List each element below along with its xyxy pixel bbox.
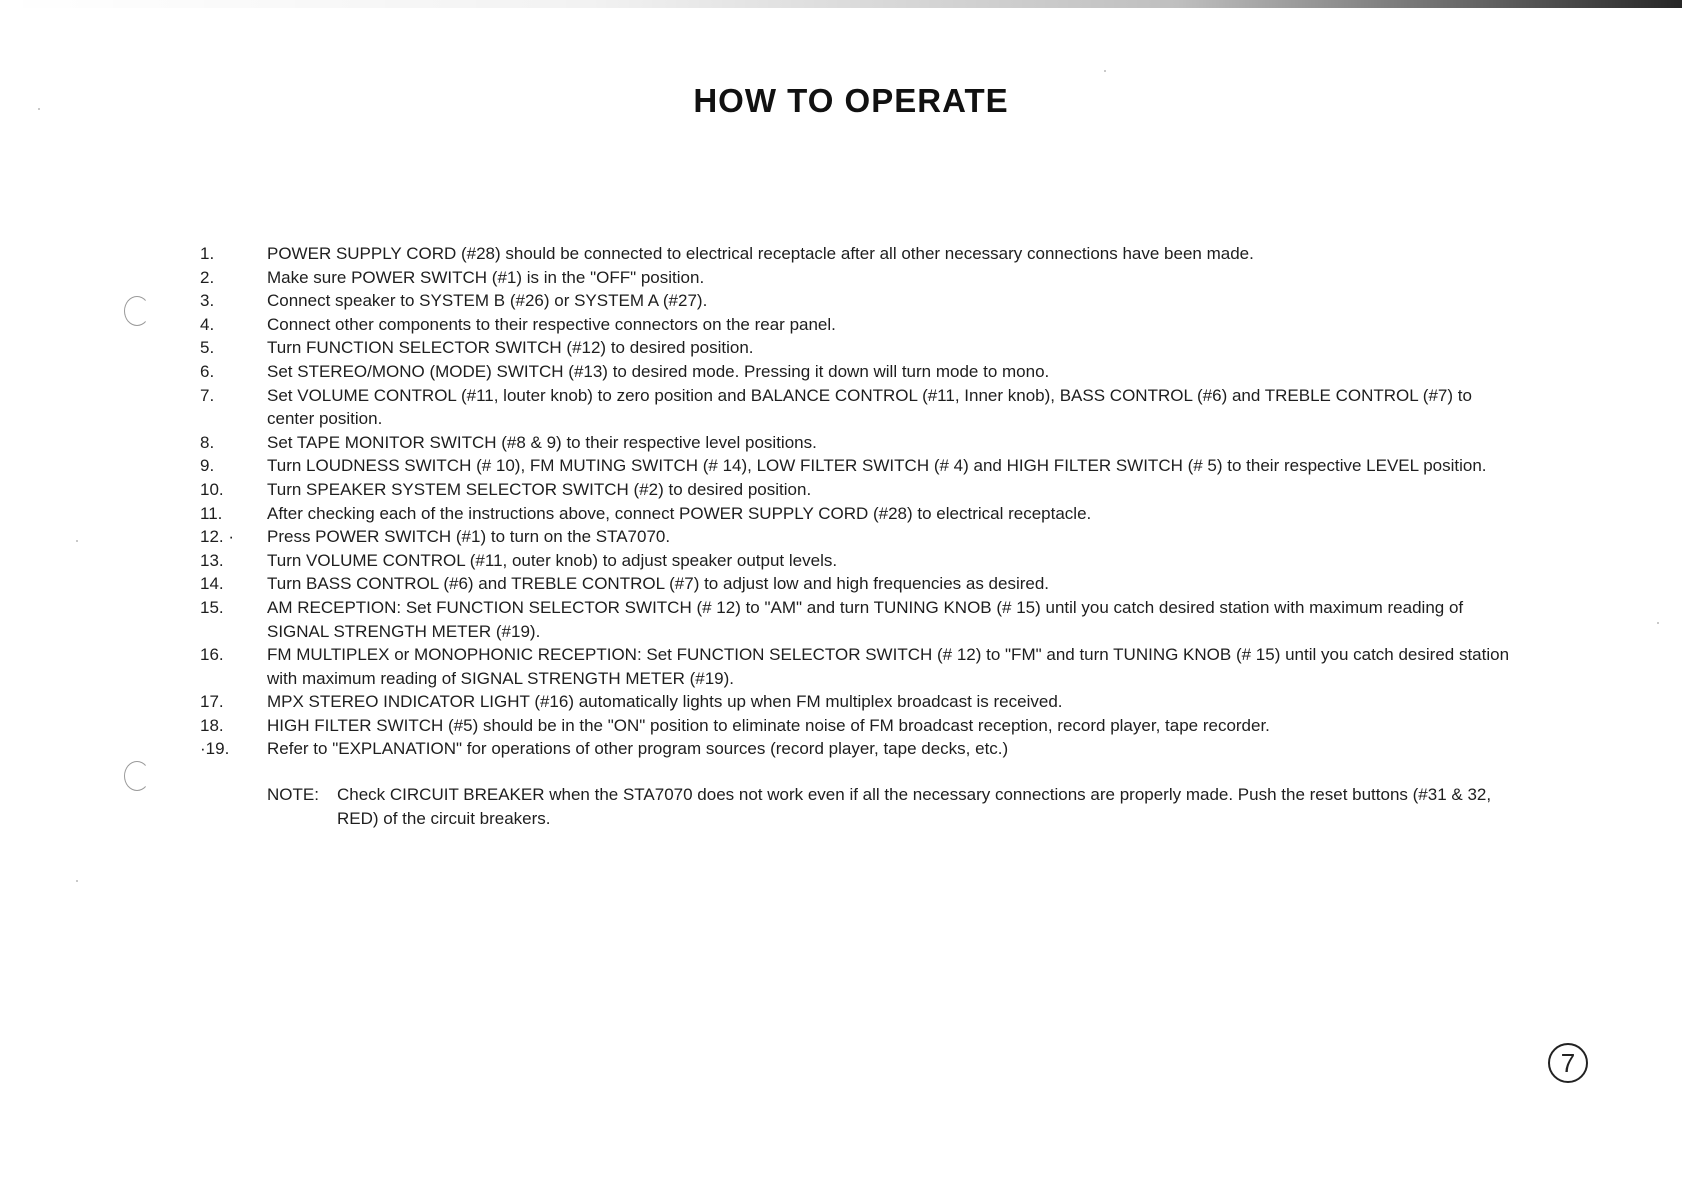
- instruction-step: [200, 549, 1510, 573]
- step-text: Set VOLUME CONTROL (#11, louter knob) to zero position and BALANCE CONTROL (#11, Inner knob), BASS CONTROL (#6) and TREBLE CONTROL (#7) to center position.: [267, 385, 1472, 429]
- note-text: Check CIRCUIT BREAKER when the STA7070 does not work even if all the necessary connections are properly made. Push the reset buttons (#31 & 32, RED) of the circuit breakers.: [337, 785, 1492, 828]
- step-number: 1.: [200, 244, 215, 263]
- step-text: Turn SPEAKER SYSTEM SELECTOR SWITCH (#2) to desired position.: [267, 479, 812, 499]
- instruction-step: [200, 737, 1510, 761]
- step-number: 8.: [200, 432, 215, 452]
- step-text: Turn FUNCTION SELECTOR SWITCH (#12) to desired position.: [267, 338, 754, 358]
- instruction-step: [200, 384, 1510, 431]
- step-text: POWER SUPPLY CORD (#28) should be connected to electrical receptacle after all other necessary connections have been made.: [267, 244, 1254, 263]
- step-number: 10.: [200, 479, 224, 499]
- instruction-step: [200, 525, 1510, 549]
- instruction-step: [200, 289, 1510, 313]
- step-number: 18.: [200, 715, 224, 735]
- step-text: Connect other components to their respective connectors on the rear panel.: [267, 314, 836, 334]
- instruction-step: [200, 313, 1510, 337]
- step-number: 7.: [200, 385, 215, 405]
- instruction-step: [200, 572, 1510, 596]
- step-text: FM MULTIPLEX or MONOPHONIC RECEPTION: Set FUNCTION SELECTOR SWITCH (# 12) to "FM" and turn TUNING KNOB (# 15) until you catch desired station with maximum reading of SIGNAL STRENGTH METER (#19).: [267, 645, 1510, 688]
- scan-speck: [1104, 70, 1106, 72]
- step-number: 3.: [200, 291, 215, 311]
- instruction-step: [200, 266, 1510, 290]
- step-text: HIGH FILTER SWITCH (#5) should be in the "ON" position to eliminate noise of FM broadcast reception, record player, tape recorder.: [267, 715, 1270, 735]
- instruction-step: [200, 478, 1510, 502]
- step-number: 12. ·: [200, 527, 235, 547]
- note-label: NOTE:: [267, 785, 319, 804]
- scan-top-edge: [0, 0, 1682, 8]
- instruction-list: [200, 242, 1510, 761]
- binder-hole-mark: [124, 296, 150, 326]
- step-number: 14.: [200, 574, 224, 594]
- step-number: 13.: [200, 550, 224, 570]
- instruction-step: [200, 643, 1510, 690]
- instruction-step: [200, 596, 1510, 643]
- instruction-step: [200, 714, 1510, 738]
- step-number: 17.: [200, 692, 224, 712]
- instruction-step: [200, 242, 1510, 266]
- scan-speck: [76, 880, 78, 882]
- step-text: After checking each of the instructions above, connect POWER SUPPLY CORD (#28) to electrical receptacle.: [267, 503, 1092, 523]
- scan-speck: [76, 540, 78, 542]
- step-number: ·19.: [200, 739, 230, 759]
- step-text: Turn VOLUME CONTROL (#11, outer knob) to adjust speaker output levels.: [267, 550, 838, 570]
- scan-speck: [1657, 622, 1659, 624]
- page-title: HOW TO OPERATE: [693, 82, 1009, 119]
- step-text: MPX STEREO INDICATOR LIGHT (#16) automatically lights up when FM multiplex broadcast is received.: [267, 692, 1063, 712]
- step-number: 11.: [200, 503, 223, 523]
- instruction-step: [200, 431, 1510, 455]
- step-number: 2.: [200, 267, 215, 287]
- step-number: 16.: [200, 645, 224, 665]
- instruction-step: [200, 502, 1510, 526]
- instruction-step: [200, 690, 1510, 714]
- step-text: AM RECEPTION: Set FUNCTION SELECTOR SWITCH (# 12) to "AM" and turn TUNING KNOB (# 15) until you catch desired station with maximum reading of SIGNAL STRENGTH METER (#19).: [267, 597, 1464, 641]
- step-text: Set STEREO/MONO (MODE) SWITCH (#13) to desired mode. Pressing it down will turn mode to mono.: [267, 361, 1050, 381]
- step-number: 5.: [200, 338, 215, 358]
- step-text: Press POWER SWITCH (#1) to turn on the STA7070.: [267, 527, 671, 547]
- step-text: Turn BASS CONTROL (#6) and TREBLE CONTROL (#7) to adjust low and high frequencies as desired.: [267, 574, 1050, 594]
- step-text: Set TAPE MONITOR SWITCH (#8 & 9) to their respective level positions.: [267, 432, 817, 452]
- step-text: Connect speaker to SYSTEM B (#26) or SYSTEM A (#27).: [267, 291, 708, 311]
- step-number: 15.: [200, 597, 224, 617]
- step-text: Turn LOUDNESS SWITCH (# 10), FM MUTING SWITCH (# 14), LOW FILTER SWITCH (# 4) and HIGH FILTER SWITCH (# 5) to their respective LEVEL position.: [267, 456, 1487, 476]
- instruction-step: [200, 454, 1510, 478]
- instruction-step: [200, 336, 1510, 360]
- instruction-step: [200, 360, 1510, 384]
- page-number-badge: 7: [1548, 1043, 1588, 1083]
- step-text: Refer to "EXPLANATION" for operations of other program sources (record player, tape decks, etc.): [267, 739, 1009, 759]
- note-block: [267, 783, 1507, 830]
- step-number: 6.: [200, 361, 215, 381]
- binder-hole-mark: [124, 761, 150, 791]
- step-text: Make sure POWER SWITCH (#1) is in the "OFF" position.: [267, 267, 705, 287]
- step-number: 4.: [200, 314, 215, 334]
- step-number: 9.: [200, 456, 215, 476]
